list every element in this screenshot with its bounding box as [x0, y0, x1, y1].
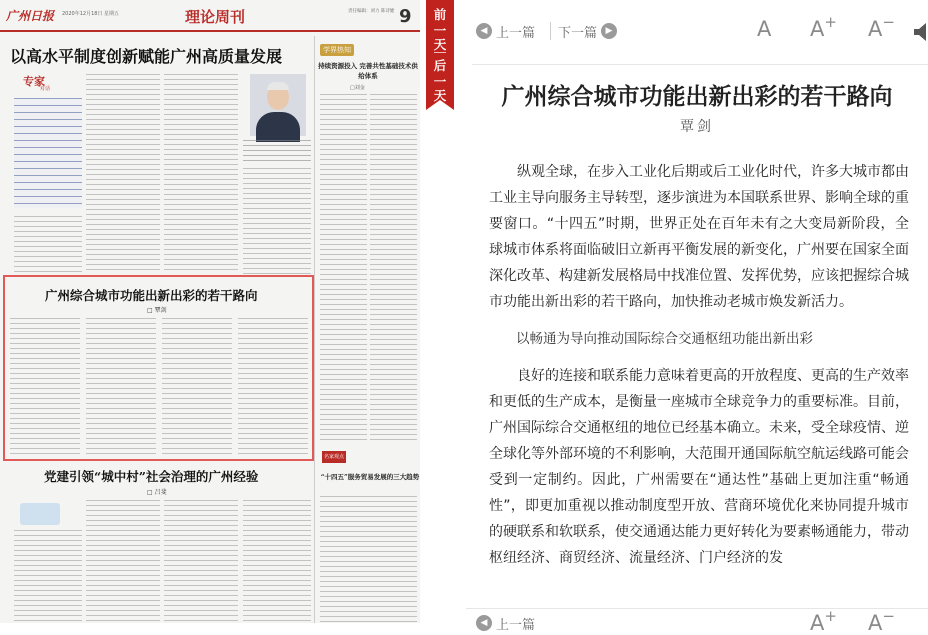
- body-text-column[interactable]: [14, 216, 82, 274]
- font-smaller-button[interactable]: A−: [868, 13, 895, 41]
- body-text-column[interactable]: [243, 168, 311, 274]
- column-label: 专家: [23, 75, 45, 88]
- side-text-column[interactable]: [320, 496, 417, 623]
- reader-toolbar: [466, 0, 928, 64]
- previous-day-char-1[interactable]: 前: [433, 7, 447, 22]
- next-day-char-1[interactable]: 后: [433, 58, 447, 73]
- previous-article-label: 上一篇: [496, 25, 536, 41]
- previous-article-button-bottom[interactable]: [476, 613, 535, 633]
- newspaper-page: [0, 0, 420, 623]
- side-text-column[interactable]: [320, 94, 367, 444]
- section-title: 理论周刊: [185, 8, 246, 26]
- next-article-label: 下一篇: [558, 25, 598, 41]
- next-day-char-3[interactable]: 天: [433, 88, 447, 103]
- next-day-char-2[interactable]: 一: [433, 74, 447, 89]
- body-text-column[interactable]: [164, 74, 238, 274]
- body-text-column[interactable]: [164, 500, 238, 623]
- intro-text-block[interactable]: [14, 98, 82, 208]
- date-navigation-tab: [426, 0, 454, 623]
- article-body: [489, 159, 909, 571]
- highlighted-article-title[interactable]: 广州综合城市功能出新出彩的若干路向: [45, 288, 258, 303]
- body-text-column[interactable]: [243, 500, 311, 623]
- next-article-button[interactable]: [558, 21, 617, 41]
- highlighted-article-author: □ 覃剑: [147, 307, 167, 314]
- font-larger-button-bottom[interactable]: A+: [810, 607, 837, 635]
- font-default-button[interactable]: A: [757, 17, 772, 41]
- second-article-badge: [20, 503, 60, 525]
- arrow-left-icon: ◀: [476, 615, 492, 631]
- side-column-tag: 学界热知: [320, 44, 354, 56]
- column-sublabel: 对话: [40, 86, 51, 92]
- font-larger-button[interactable]: A+: [810, 13, 837, 41]
- photo-caption: [243, 140, 311, 162]
- previous-day-char-3[interactable]: 天: [433, 37, 447, 52]
- previous-article-label: 上一篇: [496, 617, 536, 633]
- newspaper-date: 2020年12月18日 星期五: [62, 11, 120, 17]
- tab-divider: [434, 52, 446, 53]
- side-column-author: □刘金: [350, 85, 365, 91]
- side-column-title[interactable]: 持续资源投入 完善共性基础技术供给体系: [318, 62, 418, 80]
- column-divider: [314, 36, 315, 623]
- newspaper-logo: 广州日报: [6, 9, 55, 23]
- newspaper-masthead: [0, 0, 420, 32]
- plus-icon: +: [824, 13, 837, 31]
- page-info: 责任编辑：刘力 陈诗婕: [348, 9, 395, 14]
- article-reader: [466, 0, 928, 635]
- lead-headline[interactable]: 以高水平制度创新赋能广州高质量发展: [10, 47, 283, 66]
- article-paragraph: 良好的连接和联系能力意味着更高的开放程度、更高的生产效率和更低的生产成本，是衡量一座城市全球竞争力的重要标准。目前，广州国际综合交通枢纽的地位已经基本确立。未来，受全球疫情、逆全球化等外部环境的不利影响，大范围开通国际航空航运线路可能会受到一定制约。因此，广州需要在“通达性”基础上更加注重“畅通性”，即更加重视以推动制度型开放、营商环境优化来协同提升城市的硬联系和软联系，使交通通达能力更好转化为要素畅通能力，带动枢纽经济、商贸经济、流量经济、门户经济的发: [489, 368, 909, 566]
- second-headline-author: □ 吕斐: [147, 489, 167, 496]
- previous-article-button[interactable]: [476, 21, 535, 41]
- article-title: 广州综合城市功能出新出彩的若干路向: [501, 84, 893, 110]
- body-text-column[interactable]: [14, 530, 82, 623]
- arrow-left-icon: ◀: [476, 23, 492, 39]
- highlighted-article-frame[interactable]: [3, 275, 314, 461]
- side-column-2-title[interactable]: “十四五”服务贸易发展的三大趋势: [320, 473, 420, 481]
- article-subheading: 以畅通为导向推动国际综合交通枢纽功能出新出彩: [516, 331, 813, 347]
- author-photo: [250, 74, 306, 136]
- side-text-column[interactable]: [370, 94, 417, 444]
- minus-icon: −: [882, 13, 895, 31]
- body-text-column[interactable]: [86, 74, 160, 274]
- article-author: 覃剑: [680, 119, 714, 135]
- second-headline[interactable]: 党建引领“城中村”社会治理的广州经验: [44, 469, 259, 484]
- article-paragraph: 纵观全球，在步入工业化后期或后工业化时代，许多大城市都由工业主导向服务主导转型，逐步演进为本国联系世界、影响全球的重要窗口。“十四五”时期，世界正处在百年未有之大变局新阶段，全球城市体系将面临破旧立新再平衡发展的新变化，广州要在国家全面深化改革、构建新发展格局中找准位置、发挥优势，应该把握综合城市功能出新出彩的若干路向，加快推动老城市焕发新活力。: [489, 164, 909, 310]
- arrow-right-icon: ▶: [601, 23, 617, 39]
- reader-bottom-toolbar: [466, 607, 928, 635]
- toolbar-divider: [550, 22, 551, 40]
- speaker-icon[interactable]: [914, 22, 928, 42]
- toolbar-separator: [472, 64, 928, 65]
- body-text-column[interactable]: [86, 500, 160, 623]
- font-smaller-button-bottom[interactable]: A−: [868, 607, 895, 635]
- previous-day-char-2[interactable]: 一: [433, 23, 447, 38]
- page-number: 9: [399, 6, 412, 27]
- side-column-2-tag: 名家观点: [322, 451, 346, 463]
